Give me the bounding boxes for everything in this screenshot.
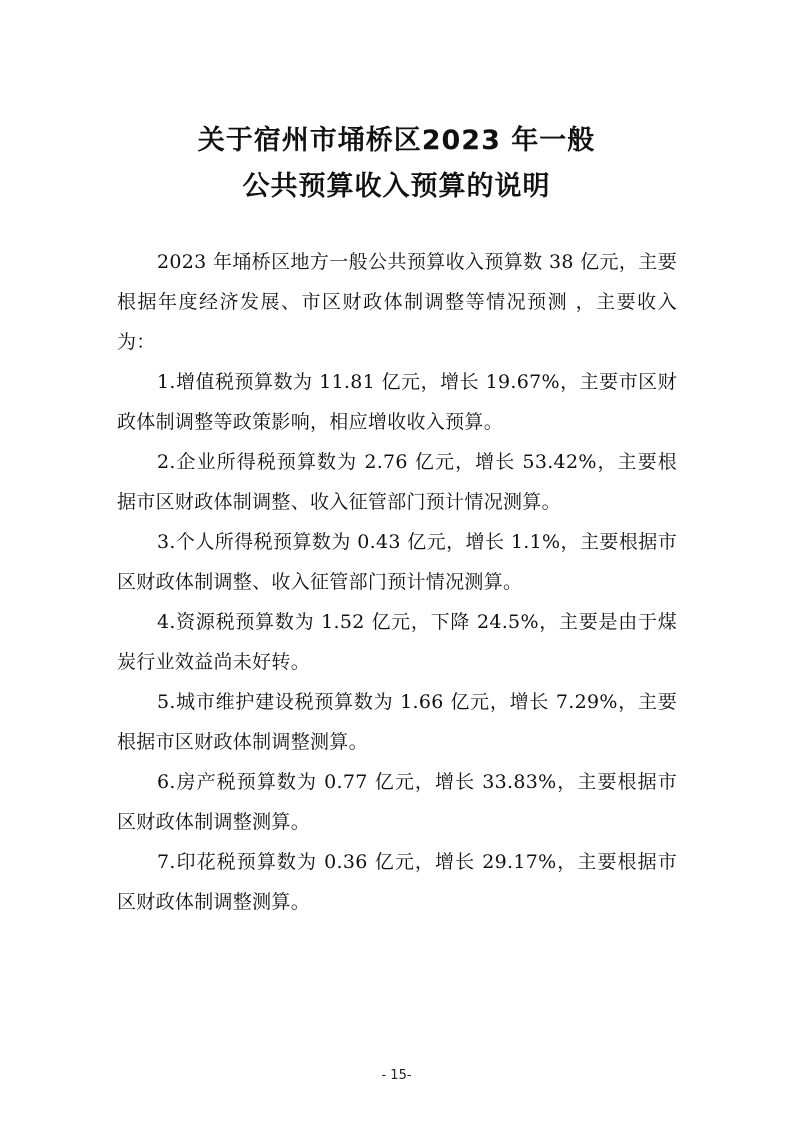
- item-paragraph-personal-income-tax: 3.个人所得税预算数为 0.43 亿元，增长 1.1%，主要根据市区财政体制调整、收入征管部门预计情况测算。: [117, 531, 677, 593]
- item-paragraph-resource-tax: 4.资源税预算数为 1.52 亿元，下降 24.5%，主要是由于煤炭行业效益尚未好转。: [117, 611, 677, 673]
- item-paragraph-stamp-tax: 7.印花税预算数为 0.36 亿元，增长 29.17%，主要根据市区财政体制调整测算。: [117, 851, 677, 913]
- page-number: - 15-: [381, 1068, 412, 1083]
- item-paragraph-property-tax: 6.房产税预算数为 0.77 亿元，增长 33.83%，主要根据市区财政体制调整测算。: [117, 771, 677, 833]
- item-paragraph-corporate-income-tax: 2.企业所得税预算数为 2.76 亿元，增长 53.42%，主要根据市区财政体制调整、收入征管部门预计情况测算。: [117, 451, 677, 513]
- document-title-line2: 公共预算收入预算的说明: [242, 171, 551, 202]
- item-paragraph-urban-maintenance-tax: 5.城市维护建设税预算数为 1.66 亿元，增长 7.29%，主要根据市区财政体制调整测算。: [117, 691, 677, 753]
- document-body: [117, 242, 677, 922]
- intro-paragraph: 2023 年埇桥区地方一般公共预算收入预算数 38 亿元，主要根据年度经济发展、市区财政体制调整等情况预测 ，主要收入为：: [117, 251, 677, 353]
- item-paragraph-vat: 1.增值税预算数为 11.81 亿元，增长 19.67%，主要市区财政体制调整等政策影响，相应增收收入预算。: [117, 371, 677, 433]
- document-title-line1: 关于宿州市埇桥区2023 年一般: [197, 125, 596, 156]
